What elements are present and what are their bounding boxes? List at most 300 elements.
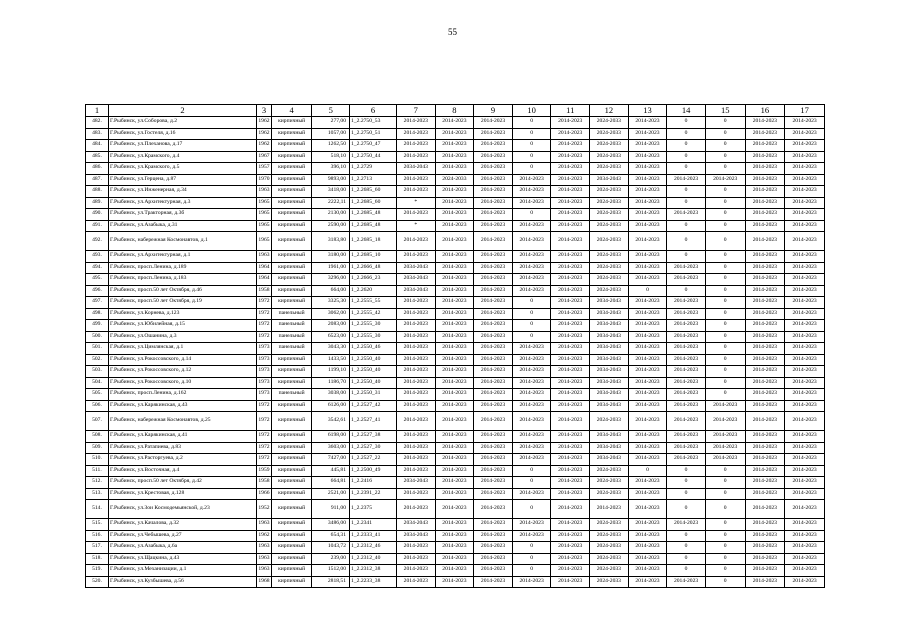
- table-cell: 2083,00: [312, 320, 350, 332]
- table-cell: 2014-2023: [435, 389, 474, 401]
- table-cell: 2014-2023: [667, 442, 706, 454]
- table-cell: Г.Рыбинск, просп.50 лет Октября, д.42: [108, 477, 256, 489]
- table-cell: 2014-2023: [474, 366, 513, 378]
- table-cell: 2014-2023: [435, 163, 474, 175]
- table-cell: 2014-2023: [628, 389, 667, 401]
- table-cell: 1962: [257, 128, 272, 140]
- table-cell: 1972: [257, 412, 272, 431]
- table-cell: 1973: [257, 377, 272, 389]
- table-cell: 2014-2023: [397, 565, 436, 577]
- table-cell: панельный: [271, 331, 312, 343]
- table-cell: 496.: [86, 285, 109, 297]
- table-cell: 2014-2023: [785, 553, 825, 565]
- table-cell: 2014-2023: [435, 209, 474, 221]
- table-cell: 2014-2023: [628, 220, 667, 232]
- table-cell: 2014-2023: [474, 186, 513, 198]
- table-cell: 2024-2033: [590, 488, 629, 500]
- table-cell: 1973: [257, 343, 272, 355]
- table-cell: 2014-2023: [397, 431, 436, 443]
- table-cell: 2014-2023: [785, 128, 825, 140]
- table-cell: 483.: [86, 128, 109, 140]
- table-cell: Г.Рыбинск, ул.Ратапиева, д.83: [108, 442, 256, 454]
- table-cell: 1972: [257, 331, 272, 343]
- table-cell: 1262,50: [312, 140, 350, 152]
- table-cell: 2014-2023: [551, 412, 590, 431]
- table-cell: 2014-2023: [551, 308, 590, 320]
- table-cell: 2014-2023: [397, 128, 436, 140]
- table-cell: 2014-2023: [435, 285, 474, 297]
- table-cell: 2014-2023: [628, 377, 667, 389]
- table-cell: 2014-2023: [745, 377, 785, 389]
- table-cell: 2034-2043: [397, 274, 436, 286]
- table-cell: 482.: [86, 117, 109, 129]
- table-cell: 2014-2023: [474, 530, 513, 542]
- table-cell: кирпичный: [271, 519, 312, 531]
- table-cell: 2014-2023: [628, 151, 667, 163]
- table-cell: 1963: [257, 542, 272, 554]
- table-cell: 1962: [257, 117, 272, 129]
- table-cell: Г.Рыбинск, ул.Соборова, д.2: [108, 117, 256, 129]
- table-cell: 2014-2023: [435, 274, 474, 286]
- table-cell: 2014-2023: [785, 232, 825, 251]
- table-cell: 501.: [86, 343, 109, 355]
- table-cell: 0: [705, 519, 745, 531]
- table-cell: 2014-2023: [474, 400, 513, 412]
- table-cell: 3542,61: [312, 412, 350, 431]
- table-row: [86, 488, 825, 500]
- table-row: [86, 465, 825, 477]
- table-cell: 2014-2023: [628, 343, 667, 355]
- table-cell: 0: [667, 553, 706, 565]
- table-cell: 2014-2023: [628, 565, 667, 577]
- table-cell: 2014-2023: [474, 343, 513, 355]
- table-cell: Г.Рыбинск, ул.Плеханова, д.17: [108, 140, 256, 152]
- table-cell: 2024-2033: [590, 477, 629, 489]
- table-cell: Г.Рыбинск, ул.Качалова, д.32: [108, 519, 256, 531]
- table-cell: 2014-2023: [551, 209, 590, 221]
- table-cell: 2014-2023: [745, 320, 785, 332]
- table-cell: 2014-2023: [512, 519, 551, 531]
- table-cell: 2014-2023: [785, 500, 825, 519]
- table-cell: 1970: [257, 174, 272, 186]
- table-cell: кирпичный: [271, 151, 312, 163]
- table-cell: 0: [667, 565, 706, 577]
- table-cell: 2014-2023: [745, 343, 785, 355]
- table-cell: кирпичный: [271, 274, 312, 286]
- table-cell: 2034-2043: [590, 442, 629, 454]
- table-cell: 0: [667, 128, 706, 140]
- table-cell: 1965: [257, 197, 272, 209]
- table-cell: 0: [667, 151, 706, 163]
- table-cell: Г.Рыбинск, набережная Космонавтов, д.1: [108, 232, 256, 251]
- table-cell: 1_2.2685_60: [350, 186, 397, 198]
- table-cell: 0: [512, 465, 551, 477]
- table-cell: 2014-2023: [435, 500, 474, 519]
- table-cell: 2014-2023: [551, 400, 590, 412]
- table-cell: 2014-2023: [435, 530, 474, 542]
- table-cell: 2014-2023: [667, 331, 706, 343]
- table-cell: 509.: [86, 442, 109, 454]
- table-cell: 1_2.2555_42: [350, 308, 397, 320]
- table-cell: кирпичный: [271, 553, 312, 565]
- table-cell: 2034-2043: [590, 431, 629, 443]
- table-cell: 664,81: [312, 477, 350, 489]
- table-cell: кирпичный: [271, 174, 312, 186]
- table-cell: 3603,00: [312, 442, 350, 454]
- table-cell: 2014-2023: [435, 553, 474, 565]
- table-cell: 0: [705, 186, 745, 198]
- table-cell: 3038,00: [312, 389, 350, 401]
- table-cell: 2024-2033: [590, 209, 629, 221]
- table-cell: 0: [705, 128, 745, 140]
- table-cell: 1_2.2620: [350, 285, 397, 297]
- table-cell: 1963: [257, 251, 272, 263]
- table-cell: 1_2.2233_38: [350, 576, 397, 588]
- table-row: [86, 320, 825, 332]
- table-cell: 2014-2023: [512, 186, 551, 198]
- table-row: [86, 366, 825, 378]
- table-cell: 2014-2023: [474, 542, 513, 554]
- table-cell: 2034-2043: [590, 389, 629, 401]
- table-cell: 1_2.2333_41: [350, 530, 397, 542]
- table-cell: 486.: [86, 163, 109, 175]
- table-cell: 2014-2023: [551, 285, 590, 297]
- table-cell: 2014-2023: [512, 174, 551, 186]
- table-cell: 1958: [257, 285, 272, 297]
- table-cell: 494.: [86, 262, 109, 274]
- table-cell: 2014-2023: [745, 285, 785, 297]
- table-cell: 516.: [86, 530, 109, 542]
- table-cell: 1964: [257, 262, 272, 274]
- table-cell: 1_2.2750_51: [350, 128, 397, 140]
- table-cell: 2222,11: [312, 197, 350, 209]
- table-cell: 2014-2023: [397, 542, 436, 554]
- table-row: [86, 454, 825, 466]
- table-cell: 2014-2023: [512, 262, 551, 274]
- table-row: [86, 308, 825, 320]
- table-cell: 2034-2043: [397, 163, 436, 175]
- table-cell: 513.: [86, 488, 109, 500]
- table-cell: 0: [667, 488, 706, 500]
- table-cell: 2014-2023: [551, 140, 590, 152]
- table-cell: Г.Рыбинск, ул.Азабыка, д.31: [108, 220, 256, 232]
- table-cell: 2014-2023: [628, 274, 667, 286]
- table-cell: 2014-2023: [745, 542, 785, 554]
- table-cell: 0: [705, 220, 745, 232]
- table-cell: 2014-2023: [397, 576, 436, 588]
- table-cell: 2014-2023: [435, 519, 474, 531]
- table-cell: 0: [705, 343, 745, 355]
- table-cell: 1_2.2550_40: [350, 377, 397, 389]
- table-cell: 497.: [86, 297, 109, 309]
- table-cell: 0: [705, 565, 745, 577]
- table-cell: 517.: [86, 542, 109, 554]
- table-cell: 1_2.2312_38: [350, 565, 397, 577]
- table-cell: 2024-2033: [590, 412, 629, 431]
- table-cell: 2014-2023: [745, 519, 785, 531]
- column-header: 3: [257, 105, 272, 117]
- table-cell: 1199,10: [312, 366, 350, 378]
- table-row: [86, 140, 825, 152]
- table-cell: 1972: [257, 454, 272, 466]
- table-cell: Г.Рыбинск, просп.Ленина, д.189: [108, 262, 256, 274]
- table-cell: 488.: [86, 186, 109, 198]
- table-cell: панельный: [271, 308, 312, 320]
- table-cell: 0: [705, 377, 745, 389]
- table-cell: 2014-2023: [667, 354, 706, 366]
- table-cell: 2014-2023: [435, 331, 474, 343]
- table-cell: 0: [705, 151, 745, 163]
- table-cell: 506.: [86, 400, 109, 412]
- table-cell: 2014-2023: [512, 197, 551, 209]
- table-cell: 1968: [257, 576, 272, 588]
- table-cell: 2014-2023: [628, 232, 667, 251]
- table-cell: 0: [512, 297, 551, 309]
- table-cell: 1_2.2713: [350, 174, 397, 186]
- table-cell: 2014-2023: [785, 186, 825, 198]
- table-cell: 2034-2043: [590, 454, 629, 466]
- table-cell: 2014-2023: [474, 565, 513, 577]
- column-header: 17: [785, 105, 825, 117]
- table-cell: 0: [512, 140, 551, 152]
- table-cell: 1_2.2527_22: [350, 454, 397, 466]
- table-cell: Г.Рыбинск, просп.Ленина, д.183: [108, 274, 256, 286]
- table-cell: 2014-2023: [512, 232, 551, 251]
- table-row: [86, 530, 825, 542]
- table-cell: 0: [512, 477, 551, 489]
- table-cell: 2014-2023: [512, 431, 551, 443]
- table-cell: 2014-2023: [667, 209, 706, 221]
- table-cell: Г.Рыбинск, ул.Механизации, д.1: [108, 565, 256, 577]
- table-cell: 2014-2023: [745, 500, 785, 519]
- table-cell: 2024-2033: [590, 530, 629, 542]
- table-cell: Г.Рыбинск, просп.Ленина, д.162: [108, 389, 256, 401]
- table-row: [86, 354, 825, 366]
- table-cell: 511.: [86, 465, 109, 477]
- table-cell: 2014-2023: [628, 412, 667, 431]
- table-cell: панельный: [271, 389, 312, 401]
- table-cell: 2014-2023: [628, 477, 667, 489]
- table-cell: 2034-2043: [590, 343, 629, 355]
- table-cell: 2014-2023: [474, 163, 513, 175]
- table-cell: 654,31: [312, 530, 350, 542]
- table-cell: кирпичный: [271, 366, 312, 378]
- table-cell: 1_2.2527_42: [350, 400, 397, 412]
- table-cell: 2014-2023: [551, 465, 590, 477]
- table-row: [86, 262, 825, 274]
- table-cell: 2014-2023: [745, 174, 785, 186]
- table-cell: Г.Рыбинск, ул.Щацкина, д.43: [108, 553, 256, 565]
- table-cell: 2014-2023: [512, 530, 551, 542]
- table-cell: 1972: [257, 297, 272, 309]
- table-cell: 2014-2023: [785, 308, 825, 320]
- table-cell: 2014-2023: [512, 442, 551, 454]
- table-cell: Г.Рыбинск, ул.Карякинская, д.41: [108, 431, 256, 443]
- table-cell: 3325,30: [312, 297, 350, 309]
- table-cell: 1_2.2729: [350, 163, 397, 175]
- table-cell: 518,10: [312, 151, 350, 163]
- table-cell: 2014-2023: [435, 477, 474, 489]
- table-cell: 2014-2023: [628, 354, 667, 366]
- table-cell: 2014-2023: [435, 220, 474, 232]
- table-cell: 2014-2023: [397, 151, 436, 163]
- table-cell: 2014-2023: [435, 412, 474, 431]
- table-cell: Г.Рыбинск, ул.Инженерная, д.34: [108, 186, 256, 198]
- table-cell: 2014-2023: [474, 128, 513, 140]
- table-cell: 2014-2023: [397, 297, 436, 309]
- table-cell: 2024-2033: [590, 262, 629, 274]
- table-cell: 2014-2023: [551, 553, 590, 565]
- table-cell: 2014-2023: [551, 174, 590, 186]
- table-row: [86, 274, 825, 286]
- table-cell: 1_2.2685_60: [350, 197, 397, 209]
- table-cell: 239,00: [312, 553, 350, 565]
- table-cell: 1_2.2391_22: [350, 488, 397, 500]
- table-cell: 2014-2023: [785, 285, 825, 297]
- table-cell: 2014-2023: [785, 442, 825, 454]
- table-cell: 2014-2023: [667, 262, 706, 274]
- table-cell: 1965: [257, 220, 272, 232]
- table-cell: 1_2.2555_30: [350, 331, 397, 343]
- table-cell: 0: [667, 117, 706, 129]
- table-cell: 2014-2023: [785, 542, 825, 554]
- table-cell: 2014-2023: [745, 117, 785, 129]
- table-cell: 2014-2023: [628, 308, 667, 320]
- table-cell: 2014-2023: [397, 366, 436, 378]
- table-cell: 2014-2023: [667, 308, 706, 320]
- table-cell: 2014-2023: [551, 331, 590, 343]
- table-cell: 664,00: [312, 285, 350, 297]
- table-cell: 1962: [257, 530, 272, 542]
- table-cell: 1963: [257, 565, 272, 577]
- table-cell: 2014-2023: [785, 576, 825, 588]
- table-cell: 2014-2023: [551, 542, 590, 554]
- table-cell: 1186,70: [312, 377, 350, 389]
- table-cell: 2014-2023: [551, 343, 590, 355]
- table-cell: 2014-2023: [474, 454, 513, 466]
- table-cell: 2014-2023: [474, 220, 513, 232]
- table-row: [86, 209, 825, 221]
- table-cell: 2014-2023: [512, 576, 551, 588]
- table-cell: 2014-2023: [628, 251, 667, 263]
- table-cell: 487.: [86, 174, 109, 186]
- table-cell: кирпичный: [271, 140, 312, 152]
- table-cell: 491.: [86, 220, 109, 232]
- table-cell: 2014-2023: [628, 488, 667, 500]
- table-cell: 3418,00: [312, 186, 350, 198]
- table-cell: кирпичный: [271, 412, 312, 431]
- table-cell: 2014-2023: [512, 251, 551, 263]
- column-header: 8: [435, 105, 474, 117]
- table-cell: 2014-2023: [512, 354, 551, 366]
- table-cell: кирпичный: [271, 354, 312, 366]
- table-row: [86, 151, 825, 163]
- table-cell: 2034-2043: [397, 285, 436, 297]
- table-cell: Г.Рыбинск, ул.Цимлянская, д.1: [108, 343, 256, 355]
- table-cell: 1964: [257, 274, 272, 286]
- table-cell: кирпичный: [271, 285, 312, 297]
- table-cell: 2014-2023: [745, 454, 785, 466]
- column-header: 11: [551, 105, 590, 117]
- table-cell: 1_2.2750_44: [350, 151, 397, 163]
- table-cell: 0: [705, 232, 745, 251]
- table-cell: 2034-2043: [397, 477, 436, 489]
- table-cell: 2014-2023: [435, 186, 474, 198]
- table-cell: 2014-2023: [397, 331, 436, 343]
- table-cell: 2034-2043: [397, 262, 436, 274]
- table-cell: 2024-2033: [590, 163, 629, 175]
- table-cell: 2014-2023: [667, 400, 706, 412]
- table-cell: 2014-2023: [590, 500, 629, 519]
- table-cell: 1959: [257, 465, 272, 477]
- table-cell: 2014-2023: [785, 297, 825, 309]
- table-cell: 2014-2023: [745, 186, 785, 198]
- table-cell: 2014-2023: [551, 320, 590, 332]
- table-cell: 2014-2023: [512, 454, 551, 466]
- table-cell: 9893,00: [312, 174, 350, 186]
- table-cell: 2014-2023: [435, 354, 474, 366]
- table-row: [86, 220, 825, 232]
- table-cell: Г.Рыбинск, ул.Тракторная, д.3б: [108, 209, 256, 221]
- table-row: [86, 400, 825, 412]
- table-cell: 2014-2023: [512, 412, 551, 431]
- table-cell: Г.Рыбинск, ул.Карякинская, д.43: [108, 400, 256, 412]
- table-cell: 1973: [257, 354, 272, 366]
- table-cell: 2014-2023: [785, 412, 825, 431]
- table-cell: 2014-2023: [512, 274, 551, 286]
- table-cell: 514.: [86, 500, 109, 519]
- table-cell: 510.: [86, 454, 109, 466]
- table-row: [86, 442, 825, 454]
- table-cell: 2014-2023: [474, 320, 513, 332]
- table-cell: 2014-2023: [667, 576, 706, 588]
- table-cell: 0: [512, 500, 551, 519]
- table-cell: 2014-2023: [397, 186, 436, 198]
- column-header: 6: [350, 105, 397, 117]
- table-cell: 0: [667, 163, 706, 175]
- table-cell: 2014-2023: [435, 431, 474, 443]
- table-cell: 1_2.2666_23: [350, 274, 397, 286]
- table-cell: Г.Рыбинск, ул.Кузбышева, д.56: [108, 576, 256, 588]
- table-cell: 2014-2023: [785, 377, 825, 389]
- table-cell: 2034-2043: [397, 530, 436, 542]
- table-cell: 2014-2023: [628, 431, 667, 443]
- table-row: [86, 431, 825, 443]
- table-row: [86, 232, 825, 251]
- table-cell: кирпичный: [271, 530, 312, 542]
- table-cell: 2014-2023: [474, 308, 513, 320]
- table-cell: Г.Рыбинск, ул.Крестовая, д.128: [108, 488, 256, 500]
- table-cell: 2014-2023: [512, 220, 551, 232]
- table-cell: 0: [705, 308, 745, 320]
- table-cell: 2014-2023: [551, 220, 590, 232]
- table-cell: 2014-2023: [785, 220, 825, 232]
- table-cell: 0: [667, 251, 706, 263]
- table-cell: 2014-2023: [628, 262, 667, 274]
- table-cell: 396,10: [312, 163, 350, 175]
- table-cell: 2014-2023: [551, 262, 590, 274]
- table-cell: 0: [512, 542, 551, 554]
- table-cell: Г.Рыбинск, ул.Крамского, д.4: [108, 151, 256, 163]
- table-cell: 2014-2023: [745, 488, 785, 500]
- table-cell: 498.: [86, 308, 109, 320]
- table-cell: Г.Рыбинск, ул.Архитектурная, д.3: [108, 197, 256, 209]
- table-cell: кирпичный: [271, 488, 312, 500]
- table-cell: 0: [512, 565, 551, 577]
- table-cell: 1957: [257, 163, 272, 175]
- table-cell: 911,00: [312, 500, 350, 519]
- table-cell: 2014-2023: [628, 366, 667, 378]
